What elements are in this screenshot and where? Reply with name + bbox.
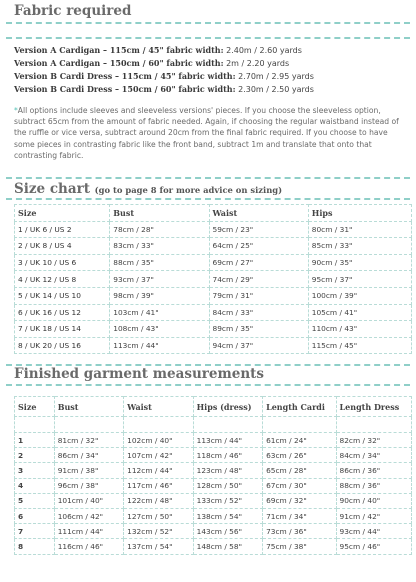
fabric-row: Version A Cardigan – 150cm / 60" fabric width: 2m / 2.20 yards: [14, 58, 290, 68]
table-cell: 143cm / 56": [193, 524, 262, 539]
table-cell: 81cm / 32": [54, 433, 123, 448]
table-cell: 117cm / 46": [124, 478, 193, 493]
table-cell: 111cm / 44": [54, 524, 123, 539]
table-cell: 133cm / 52": [193, 493, 262, 508]
table-cell: 1 / UK 6 / US 2: [15, 221, 110, 238]
table-cell: 112cm / 44": [124, 463, 193, 478]
table-cell: 2: [15, 448, 55, 463]
table-cell: 94cm / 37": [209, 337, 308, 354]
table-cell: 4: [15, 478, 55, 493]
table-cell: 128cm / 50": [193, 478, 262, 493]
table-row: [15, 321, 412, 338]
table-cell: 103cm / 41": [110, 304, 209, 321]
table-cell: 95cm / 46": [336, 539, 411, 554]
size-chart-stitch-bottom: [6, 198, 410, 200]
garment-stitch-bottom: [6, 384, 410, 386]
table-cell: 93cm / 37": [110, 271, 209, 288]
table-cell: 113cm / 44": [110, 337, 209, 354]
table-cell: 86cm / 34": [54, 448, 123, 463]
table-cell: 7: [15, 524, 55, 539]
finished-garment-heading: Finished garment measurements: [14, 366, 264, 382]
table-cell: 78cm / 28": [110, 221, 209, 238]
table-cell: 1: [15, 433, 55, 448]
table-row: [15, 221, 412, 238]
table-cell: 63cm / 26": [263, 448, 336, 463]
table-cell: 6 / UK 16 / US 12: [15, 304, 110, 321]
table-row: [15, 448, 412, 463]
table-cell: 91cm / 38": [54, 463, 123, 478]
table-cell: 95cm / 37": [308, 271, 411, 288]
fabric-row: Version B Cardi Dress – 150cm / 60" fabric width: 2.30m / 2.50 yards: [14, 84, 314, 94]
table-cell: 106cm / 42": [54, 508, 123, 523]
table-cell: 110cm / 43": [308, 321, 411, 338]
table-row: [15, 478, 412, 493]
table-cell: 82cm / 32": [336, 433, 411, 448]
table-cell: 102cm / 40": [124, 433, 193, 448]
table-row: [15, 524, 412, 539]
column-header: Hips (dress): [193, 397, 262, 417]
column-header: Bust: [110, 205, 209, 222]
table-cell: 88cm / 36": [336, 478, 411, 493]
table-cell: 107cm / 42": [124, 448, 193, 463]
fabric-note: *All options include sleeves and sleeveless versions' pieces. If you choose the sleeveless option, subtract 65cm from the amount of fabric needed. Again, if choosing the regular waistband instead of the ruffle or vice versa, subtract around 20cm from the final fabric required. If you choose to have some pieces in contrasting fabric like the front band, subtract 1m and translate that onto that contrasting fabric.: [14, 106, 399, 160]
table-cell: 86cm / 36": [336, 463, 411, 478]
table-row: [15, 433, 412, 448]
table-row: [15, 254, 412, 271]
table-cell: 116cm / 46": [54, 539, 123, 554]
table-cell: 123cm / 48": [193, 463, 262, 478]
table-row: [15, 493, 412, 508]
table-cell: 5: [15, 493, 55, 508]
table-cell: 89cm / 35": [209, 321, 308, 338]
table-cell: 80cm / 31": [308, 221, 411, 238]
table-cell: 3 / UK 10 / US 6: [15, 254, 110, 271]
table-cell: 7 / UK 18 / US 14: [15, 321, 110, 338]
table-cell: 137cm / 54": [124, 539, 193, 554]
table-row: [15, 304, 412, 321]
column-header: Size: [15, 205, 110, 222]
table-header-row: [15, 397, 412, 417]
table-row: [15, 463, 412, 478]
table-cell: 5 / UK 14 / US 10: [15, 287, 110, 304]
table-cell: 59cm / 23": [209, 221, 308, 238]
table-cell: 8 / UK 20 / US 16: [15, 337, 110, 354]
column-header: Length Dress: [336, 397, 411, 417]
fabric-row: Version A Cardigan – 115cm / 45" fabric width: 2.40m / 2.60 yards: [14, 45, 302, 55]
table-header-row: [15, 205, 412, 222]
table-row: [15, 539, 412, 554]
table-cell: 83cm / 33": [110, 238, 209, 255]
fabric-row: Version B Cardi Dress – 115cm / 45" fabric width: 2.70m / 2.95 yards: [14, 71, 314, 81]
size-chart-stitch-top: [6, 177, 410, 179]
table-row: [15, 238, 412, 255]
table-cell: 61cm / 24": [263, 433, 336, 448]
table-row: [15, 287, 412, 304]
table-cell: 84cm / 33": [209, 304, 308, 321]
column-header: Waist: [209, 205, 308, 222]
top-stitch-divider: [6, 22, 410, 24]
table-cell: 127cm / 50": [124, 508, 193, 523]
table-row: [15, 337, 412, 354]
table-cell: 118cm / 46": [193, 448, 262, 463]
table-cell: 2 / UK 8 / US 4: [15, 238, 110, 255]
table-cell: 71cm / 34": [263, 508, 336, 523]
garment-measurements-table: [14, 396, 412, 555]
table-row: [15, 271, 412, 288]
column-header: Waist: [124, 397, 193, 417]
table-cell: 148cm / 58": [193, 539, 262, 554]
table-cell: 108cm / 43": [110, 321, 209, 338]
table-cell: 98cm / 39": [110, 287, 209, 304]
table-cell: 105cm / 41": [308, 304, 411, 321]
table-cell: 65cm / 28": [263, 463, 336, 478]
table-cell: 79cm / 31": [209, 287, 308, 304]
table-cell: 85cm / 33": [308, 238, 411, 255]
table-cell: 8: [15, 539, 55, 554]
table-cell: 6: [15, 508, 55, 523]
column-header: Length Cardi: [263, 397, 336, 417]
fabric-list: [14, 44, 314, 96]
size-chart-heading: Size chart (go to page 8 for more advice on sizing): [14, 181, 283, 197]
table-cell: 3: [15, 463, 55, 478]
column-header: Size: [15, 397, 55, 417]
table-cell: 4 / UK 12 / US 8: [15, 271, 110, 288]
table-cell: 90cm / 35": [308, 254, 411, 271]
size-chart-table: [14, 204, 412, 354]
table-cell: [124, 417, 193, 433]
fabric-stitch-divider: [6, 37, 410, 39]
table-cell: [54, 417, 123, 433]
table-cell: 91cm / 42": [336, 508, 411, 523]
table-cell: 88cm / 35": [110, 254, 209, 271]
column-header: Hips: [308, 205, 411, 222]
table-cell: 132cm / 52": [124, 524, 193, 539]
table-cell: 74cm / 29": [209, 271, 308, 288]
table-row: [15, 508, 412, 523]
table-cell: 90cm / 40": [336, 493, 411, 508]
table-cell: 69cm / 27": [209, 254, 308, 271]
table-cell: 67cm / 30": [263, 478, 336, 493]
table-cell: 84cm / 34": [336, 448, 411, 463]
table-cell: 113cm / 44": [193, 433, 262, 448]
table-cell: 75cm / 38": [263, 539, 336, 554]
table-cell: [15, 417, 55, 433]
table-cell: 101cm / 40": [54, 493, 123, 508]
table-cell: [193, 417, 262, 433]
table-cell: 122cm / 48": [124, 493, 193, 508]
fabric-required-heading: Fabric required: [14, 3, 132, 19]
table-spacer-row: [15, 417, 412, 433]
table-cell: [263, 417, 336, 433]
table-cell: 73cm / 36": [263, 524, 336, 539]
table-cell: 69cm / 32": [263, 493, 336, 508]
table-cell: 93cm / 44": [336, 524, 411, 539]
table-cell: 138cm / 54": [193, 508, 262, 523]
table-cell: 100cm / 39": [308, 287, 411, 304]
table-cell: 115cm / 45": [308, 337, 411, 354]
table-cell: [336, 417, 411, 433]
table-cell: 64cm / 25": [209, 238, 308, 255]
column-header: Bust: [54, 397, 123, 417]
table-cell: 96cm / 38": [54, 478, 123, 493]
